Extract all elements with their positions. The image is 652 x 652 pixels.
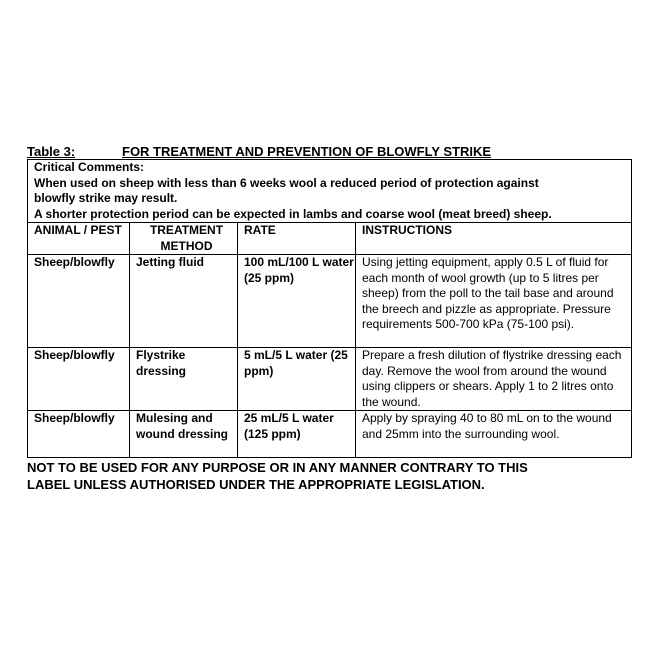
row-animal: Sheep/blowfly <box>28 348 130 411</box>
header-instructions: INSTRUCTIONS <box>356 223 632 255</box>
header-rate: RATE <box>238 223 356 255</box>
critical-comments-cell <box>28 160 632 223</box>
row-instructions: Apply by spraying 40 to 80 mL on to the wound and 25mm into the surrounding wool. <box>356 411 632 458</box>
row-animal: Sheep/blowfly <box>28 255 130 348</box>
table-row <box>28 411 632 458</box>
header-treatment: TREATMENT METHOD <box>130 223 238 255</box>
critical-comments-line: A shorter protection period can be expected in lambs and coarse wool (meat breed) sheep. <box>34 206 552 221</box>
table-header-row <box>28 223 632 255</box>
row-treatment: Jetting fluid <box>130 255 238 348</box>
row-instructions: Using jetting equipment, apply 0.5 L of fluid for each month of wool growth (up to 5 litres per sheep) from the poll to the tail base and around the breech and pizzle as appropriate. Pressure requirements 500-700 kPa (75-100 psi). <box>356 255 632 348</box>
critical-comments-line: When used on sheep with less than 6 weeks wool a reduced period of protection against <box>34 175 539 190</box>
row-rate: 25 mL/5 L water (125 ppm) <box>238 411 356 458</box>
row-treatment: Mulesing and wound dressing <box>130 411 238 458</box>
footer-line: NOT TO BE USED FOR ANY PURPOSE OR IN ANY MANNER CONTRARY TO THIS <box>27 460 528 475</box>
row-rate: 5 mL/5 L water (25 ppm) <box>238 348 356 411</box>
critical-comments-line: blowfly strike may result. <box>34 191 178 205</box>
legal-footer <box>27 459 631 493</box>
row-rate: 100 mL/100 L water (25 ppm) <box>238 255 356 348</box>
table-title-row <box>27 144 631 159</box>
row-treatment: Flystrike dressing <box>130 348 238 411</box>
row-animal: Sheep/blowfly <box>28 411 130 458</box>
label-document <box>27 144 631 493</box>
treatment-table <box>27 159 632 458</box>
row-instructions: Prepare a fresh dilution of flystrike dressing each day. Remove the wool from around the wound using clippers or shears. Apply 1 to 2 litres onto the wound. <box>356 348 632 411</box>
critical-comments-heading: Critical Comments: <box>34 160 145 174</box>
critical-comments-row <box>28 160 632 223</box>
table-row <box>28 348 632 411</box>
footer-line: LABEL UNLESS AUTHORISED UNDER THE APPROPRIATE LEGISLATION. <box>27 477 485 492</box>
table-title: FOR TREATMENT AND PREVENTION OF BLOWFLY STRIKE <box>122 144 492 159</box>
table-row <box>28 255 632 348</box>
table-label: Table 3: <box>27 144 76 159</box>
header-animal: ANIMAL / PEST <box>28 223 130 255</box>
